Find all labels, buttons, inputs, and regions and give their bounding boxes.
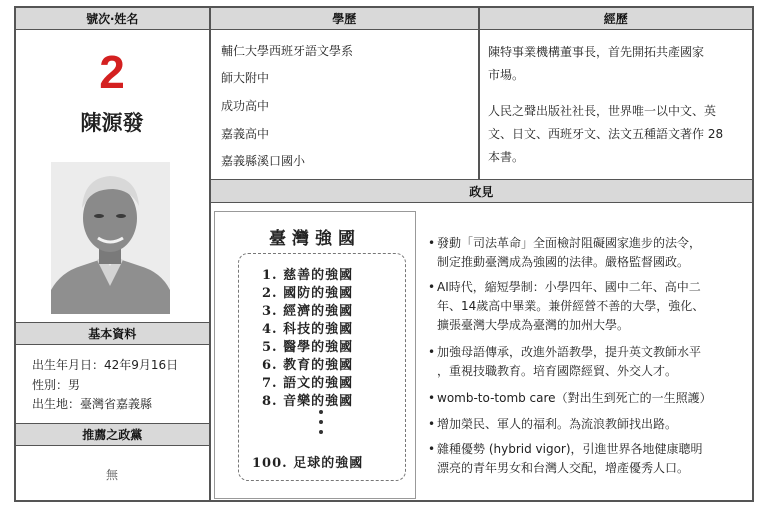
education-item: 師大附中 bbox=[221, 71, 270, 85]
border-right bbox=[752, 6, 754, 502]
header-basic-info: 基本資料 bbox=[16, 323, 210, 344]
poster-ellipsis bbox=[318, 410, 324, 434]
policy-item: • 雜種優勢 (hybrid vigor)，引進世界各地健康聰明 漂亮的青年男女和台灣人交配，增產優秀人口。 bbox=[428, 442, 703, 475]
poster-item: 1. 慈善的強國 bbox=[262, 268, 354, 283]
poster-item: 8. 音樂的強國 bbox=[262, 394, 354, 409]
birthplace: 出生地：臺灣省嘉義縣 bbox=[32, 397, 153, 411]
poster-item: 4. 科技的強國 bbox=[262, 322, 354, 337]
policy-item: • 加強母語傳承，改進外語教學，提升英文教師水平 ，重視技職教育。培育國際經貿、外交人才。 bbox=[428, 345, 702, 378]
education-item: 輔仁大學西班牙語文學系 bbox=[221, 44, 354, 58]
policy-item: • womb-to-tomb care（對出生到死亡的一生照護） bbox=[428, 389, 750, 408]
divider-left-col bbox=[209, 6, 211, 502]
header-politics: 政見 bbox=[211, 180, 753, 202]
policy-item: • AI時代，縮短學制：小學四年、國中二年、高中二 年、14歲高中畢業。兼併經營不善的大學，強化、 擴張臺灣大學成為臺灣的加州大學。 bbox=[428, 280, 705, 332]
header-recommended-party: 推薦之政黨 bbox=[16, 424, 210, 445]
poster-item: 7. 語文的強國 bbox=[262, 376, 354, 391]
education-item: 嘉義縣溪口國小 bbox=[221, 154, 306, 168]
policy-item: • 增加榮民、軍人的福利。為流浪教師找出路。 bbox=[428, 415, 750, 434]
header-underline bbox=[14, 29, 754, 30]
poster-item: 5. 醫學的強國 bbox=[262, 340, 354, 355]
portrait-image bbox=[51, 162, 170, 314]
candidate-number: 2 bbox=[99, 46, 125, 98]
poster-item: 100. 足球的強國 bbox=[252, 456, 364, 471]
poster-item: 6. 教育的強國 bbox=[262, 358, 354, 373]
candidate-photo bbox=[51, 162, 170, 314]
gender: 性別：男 bbox=[32, 378, 81, 392]
experience-item: 陳特事業機構董事長，首先開拓共產國家 市場。 bbox=[488, 45, 705, 82]
header-experience: 經歷 bbox=[480, 8, 753, 29]
divider-edu-exp bbox=[478, 6, 480, 179]
education-item: 成功高中 bbox=[221, 99, 270, 113]
border-bottom bbox=[14, 500, 754, 502]
politics-bottom-line bbox=[209, 202, 754, 203]
header-education: 學歷 bbox=[211, 8, 479, 29]
header-number-name: 號次‧姓名 bbox=[16, 8, 210, 29]
poster-title: 臺灣強國 bbox=[269, 229, 361, 249]
basic-info-bottom-line bbox=[14, 344, 210, 345]
birth-date: 出生年月日：42年9月16日 bbox=[32, 358, 179, 372]
experience-item: 人民之聲出版社社長，世界唯一以中文、英 文、日文、西班牙文、法文五種語文著作 28 本書。 bbox=[488, 104, 724, 164]
bullet-icon: • bbox=[428, 391, 436, 405]
bullet-icon: • bbox=[428, 417, 436, 431]
bullet-icon: • bbox=[428, 280, 436, 294]
education-item: 嘉義高中 bbox=[221, 127, 270, 141]
policy-item: • 發動「司法革命」全面檢討阻礙國家進步的法令， 制定推動臺灣成為強國的法律。嚴格監督國政。 bbox=[428, 236, 702, 269]
poster-item: 2. 國防的強國 bbox=[262, 286, 354, 301]
candidate-name: 陳源發 bbox=[80, 111, 144, 135]
bullet-icon: • bbox=[428, 345, 436, 359]
poster-item: 3. 經濟的強國 bbox=[262, 304, 354, 319]
bullet-icon: • bbox=[428, 442, 436, 456]
bullet-icon: • bbox=[428, 236, 436, 250]
party-value: 無 bbox=[105, 468, 118, 482]
party-bottom-line bbox=[14, 445, 210, 446]
